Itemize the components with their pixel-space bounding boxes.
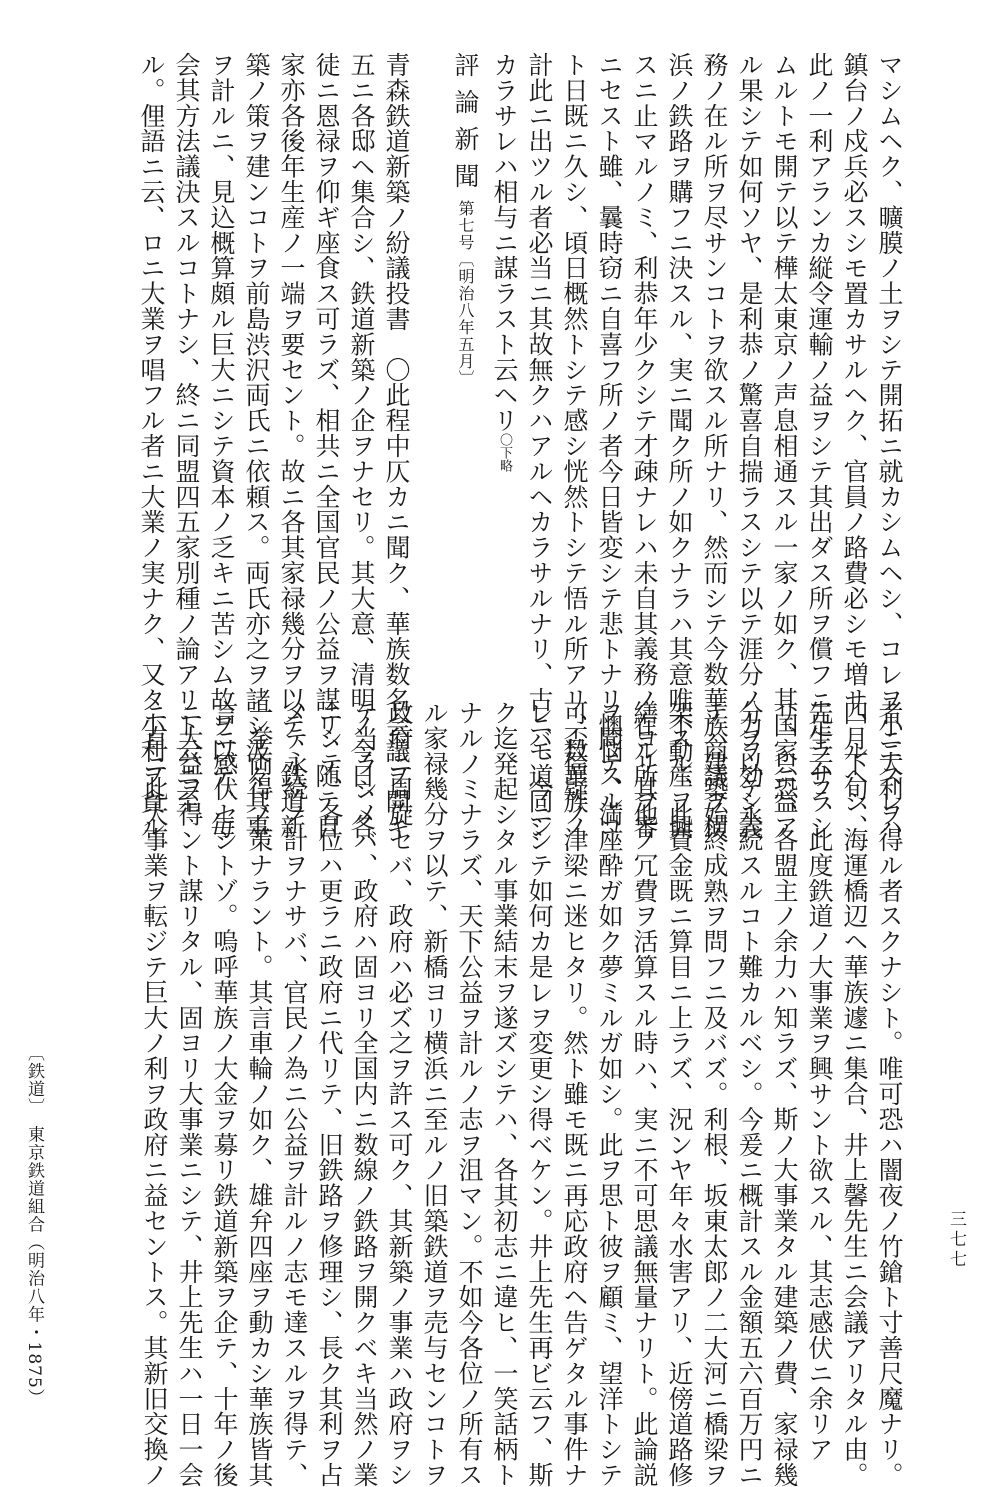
issue-date: 〔明治八年五月〕 xyxy=(456,251,475,387)
article-column: ヲ計ルニ、見込概算頗ル巨大ニシテ資本ノ乏キニ苦シム故ヲ以テ、毎 xyxy=(207,52,236,840)
text-column: 四月下旬、海運橋辺ヘ華族遽ニ集合、井上馨先生ニ会議アリタル由。 xyxy=(840,700,869,1487)
text-column: 分ヲ以テ永続スルコト難カルベシ。今爰ニ概計スル金額五六百万円ニ xyxy=(735,700,764,1487)
text-column: 務ノ在ル所ヲ尽サンコトヲ欲スル所ナリ、然而シテ今数華族商議ヲ横 xyxy=(700,52,729,840)
text-column: ニ直ニ此大事業ヲ転ジテ巨大ノ利ヲ政府ニ益セントス。其新旧交換ノ xyxy=(140,700,169,1487)
text-column: 政府ニ周旋セバ、政府ハ必ズ之ヲ許ス可ク、其新築ノ事業ハ政府ヲシ xyxy=(385,700,414,1487)
article-column: 築ノ策ヲ建ンコトヲ前島渋沢両氏ニ依頼ス。両氏亦之ヲ諸シ汲々其事 xyxy=(242,52,271,840)
text-column: 浜ノ鉄路ヲ購フニ決スル、実ニ聞ク所ノ如クナラハ其意唯不動産ヲ興 xyxy=(665,52,694,840)
text-column: 架スル、此費金既ニ算目ニ上ラズ、況ンヤ年々水害アリ、近傍道路修 xyxy=(665,700,694,1487)
text-column: ル家禄幾分ヲ以テ、新橋ヨリ横浜ニ至ルノ旧築鉄道ヲ売与センコトヲ xyxy=(420,700,449,1487)
newspaper-title: 評論新聞 xyxy=(451,52,480,200)
article-column: 家亦各後年生産ノ一端ヲ要セント。故ニ各其家禄幾分ヲ以テ、鉄道新 xyxy=(277,52,306,840)
article-column: ル。俚語ニ云、ロニ大業ヲ唱フル者ニ大業ノ実ナク、又タ小利ヲ貪ル xyxy=(137,52,166,840)
text-column: ニセスト雖、曩時窃ニ自喜フ所ノ者今日皆変シテ悲トナリ懊悩スルコ xyxy=(595,52,624,840)
bottom-text-block xyxy=(137,700,907,1487)
text-column: 言ニ感伏セシトゾ。嗚呼華族ノ大金ヲ募リ鉄道新築ヲ企テ、十年ノ後 xyxy=(210,700,239,1487)
text-column: テハ建築始終成熟ヲ問フニ及バズ。利根、坂東太郎ノ二大河ニ橋梁ヲ xyxy=(700,700,729,1487)
text-column: 者ニ大利ヲ得ル者スクナシト。唯可恐ハ闇夜ノ竹鎗ト寸善尺魔ナリ。 xyxy=(875,700,904,1487)
issue-number: 第七号 xyxy=(456,200,475,251)
page-number: 三七七 xyxy=(946,1210,966,1270)
text-column: ナルノミナラズ、天下公益ヲ計ルノ志ヲ沮マン。不如今各位ノ所有ス xyxy=(455,700,484,1487)
text-column: ト日既ニ久シ、頃日概然トシテ感シ恍然トシテ悟ル所アリ、数華族ノ xyxy=(560,52,589,840)
text-column: 可否信疑ノ津梁ニ迷ヒタリ。然ト雖モ既ニ再応政府ヘ告ゲタル事件ナ xyxy=(560,700,589,1487)
article-heading xyxy=(448,52,483,387)
text-column: レバ、今ニシテ如何カ是レヲ変更シ得ベケン。井上先生再ビ云フ、斯 xyxy=(525,700,554,1487)
text-column-last xyxy=(487,52,522,472)
omission-note: 〇下略 xyxy=(497,433,512,472)
text-column: ル果シテ如何ソヤ、是利恭ノ驚喜自揣ラスシテ以テ涯分ノ力ヲ効シ義 xyxy=(735,52,764,840)
text-column: ク迄発起シタル事業結末ヲ遂ズシテハ、各其初志ニ違ヒ、一笑話柄ト xyxy=(490,700,519,1487)
text-column-content: カラサレハ相与ニ謀ラスト云ヘリ xyxy=(490,52,519,433)
article-column: 五ニ各邸ヘ集合シ、鉄道新築ノ企ヲナセリ。其大意、清明ノ今日、各 xyxy=(347,52,376,840)
article-column: 会其方法議決スルコトナシ、終ニ同盟四五家別種ノ論アリト云ニ至 xyxy=(172,52,201,814)
text-column: スニ止マルノミ、利恭年少クシテ才疎ナレハ未自其義務ノ在ル所ヲ審 xyxy=(630,52,659,840)
text-column: ニ大益ヲ得ント謀リタル、固ヨリ大事業ニシテ、井上先生ハ一日一会 xyxy=(175,700,204,1487)
text-column: 一挙両得ノ策ナラント。其言車輪ノ如ク、雄弁四座ヲ動カシ華族皆其 xyxy=(245,700,274,1487)
text-column: ヲ聞テ、満座酔ガ如ク夢ミルガ如シ。此ヲ思ト彼ヲ顧ミ、望洋トシテ xyxy=(595,700,624,1487)
text-column: ニシテ、各位ハ更ラニ政府ニ代リテ、旧鉄路ヲ修理シ、長ク其利ヲ占 xyxy=(315,700,344,1487)
text-column: 鎮台ノ戍兵必スシモ置カサルヘク、官員ノ路費必シモ増サ、ルヘシ、 xyxy=(840,52,869,840)
text-column: リ、只恐、各盟主ノ余力ハ知ラズ、斯ノ大事業タル建築ノ費、家禄幾 xyxy=(770,700,799,1487)
text-column: マシムヘク、曠膜ノ土ヲシテ開拓ニ就カシムヘシ、コレヲ小ニスレハ xyxy=(875,52,904,840)
top-text-block xyxy=(134,52,907,840)
text-column: 計此ニ出ツル者必当ニ其故無クハアルヘカラサルナリ、古ニモ道同シ xyxy=(525,52,554,840)
text-column: ムルトモ開テ以テ樺太東京ノ声息相通スル一家ノ如ク、其国家ニ益ア xyxy=(770,52,799,840)
article-column: 青森鉄道新築ノ紛議投書 〇此程中仄カニ聞ク、華族数名会議ヲ開キ xyxy=(382,52,411,840)
text-column: テ当ラシメバ、政府ハ固ヨリ全国内ニ数線ノ鉄路ヲ開クベキ当然ノ業 xyxy=(350,700,379,1487)
text-column: 繕ヨリ其他ノ冗費ヲ活算スル時ハ、実ニ不可思議無量ナリト。此論説 xyxy=(630,700,659,1487)
article-column: 徒ニ恩禄ヲ仰ギ座食ス可ラズ、相共ニ全国官民ノ公益ヲ謀リ、随テ自 xyxy=(312,52,341,840)
text-column: メテ永続ノ計ヲナサバ、官民ノ為ニ公益ヲ計ルノ志モ達スルヲ得テ、 xyxy=(280,700,309,1487)
text-column: 此ノ一利アランカ縦令運輸ノ益ヲシテ其出ダス所ヲ償フニ足ラサラシ xyxy=(805,52,834,840)
text-column: 先生云フ、此度鉄道ノ大事業ヲ興サント欲スル、其志感伏ニ余リア xyxy=(805,700,834,1462)
running-footer: 〔鉄道〕 東京鉄道組合（明治八年・1875） xyxy=(24,1044,44,1407)
